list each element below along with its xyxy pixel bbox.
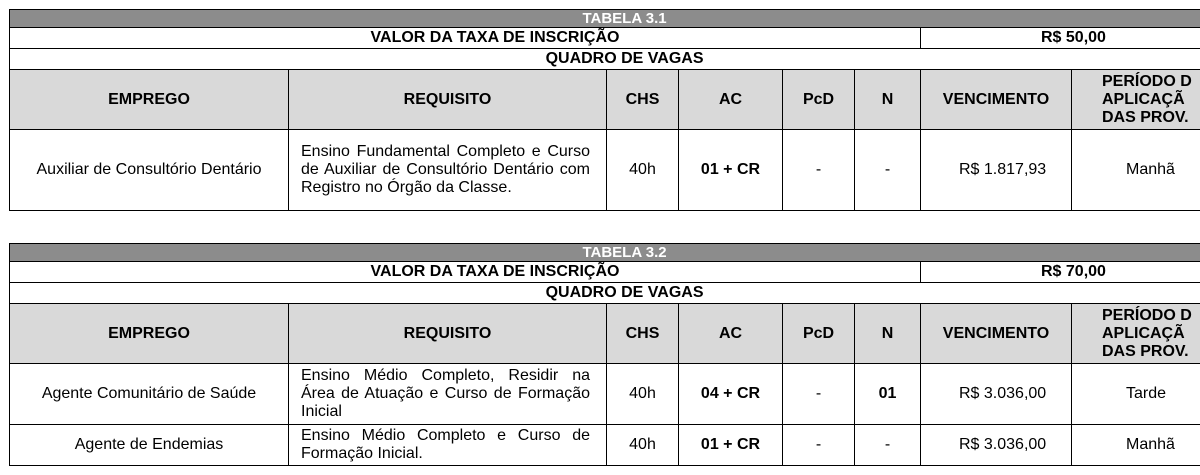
header-ac: AC [679,304,783,364]
header-requisito: REQUISITO [289,304,607,364]
cell-emprego: Agente Comunitário de Saúde [10,364,289,425]
fee-value: R$ 70,00 [921,262,1200,283]
quadro-de-vagas-heading: QUADRO DE VAGAS [10,49,1200,70]
cell-vencimento: R$ 3.036,00 [921,425,1072,466]
cell-n: - [855,425,921,466]
table-row [10,425,1200,466]
cell-requisito: Ensino Fundamental Completo e Curso de Auxiliar de Consultório Dentário com Registro no Órgão da Classe. [289,130,607,211]
header-periodo-line-2: APLICAÇÃ [1102,324,1185,342]
cell-periodo: Manhã [1072,130,1200,211]
header-vencimento: VENCIMENTO [921,70,1072,130]
table-3-2 [9,243,1200,466]
header-n: N [855,304,921,364]
cell-ac: 01 + CR [679,130,783,211]
header-emprego: EMPREGO [10,304,289,364]
table-title: TABELA 3.1 [10,10,1200,28]
header-periodo-line-1: PERÍODO D [1102,72,1192,90]
cell-periodo: Manhã [1072,425,1200,466]
header-pcd: PcD [783,70,855,130]
fee-label: VALOR DA TAXA DE INSCRIÇÃO [10,262,921,283]
fee-value: R$ 50,00 [921,28,1200,49]
header-periodo [1072,304,1200,364]
cell-vencimento: R$ 3.036,00 [921,364,1072,425]
header-vencimento: VENCIMENTO [921,304,1072,364]
cell-chs: 40h [607,130,679,211]
cell-requisito: Ensino Médio Completo e Curso de Formação Inicial. [289,425,607,466]
cell-n: 01 [855,364,921,425]
header-periodo-line-2: APLICAÇÃ [1102,90,1185,108]
cell-pcd: - [783,364,855,425]
cell-ac: 01 + CR [679,425,783,466]
cell-requisito: Ensino Médio Completo, Residir na Área de Atuação e Curso de Formação Inicial [289,364,607,425]
header-periodo-line-3: DAS PROV. [1102,342,1189,360]
quadro-de-vagas-heading: QUADRO DE VAGAS [10,283,1200,304]
header-pcd: PcD [783,304,855,364]
cell-vencimento: R$ 1.817,93 [921,130,1072,211]
cell-ac: 04 + CR [679,364,783,425]
cell-pcd: - [783,130,855,211]
cell-n: - [855,130,921,211]
header-ac: AC [679,70,783,130]
cell-pcd: - [783,425,855,466]
cell-chs: 40h [607,364,679,425]
header-row [10,304,1200,364]
header-emprego: EMPREGO [10,70,289,130]
cell-periodo: Tarde [1072,364,1200,425]
table-row [10,364,1200,425]
header-periodo [1072,70,1200,130]
header-periodo-line-1: PERÍODO D [1102,306,1192,324]
cell-emprego: Agente de Endemias [10,425,289,466]
header-chs: CHS [607,70,679,130]
table-3-1 [9,9,1200,211]
header-row [10,70,1200,130]
cell-emprego: Auxiliar de Consultório Dentário [10,130,289,211]
header-requisito: REQUISITO [289,70,607,130]
fee-label: VALOR DA TAXA DE INSCRIÇÃO [10,28,921,49]
header-chs: CHS [607,304,679,364]
cell-chs: 40h [607,425,679,466]
header-n: N [855,70,921,130]
table-title: TABELA 3.2 [10,244,1200,262]
table-row [10,130,1200,211]
header-periodo-line-3: DAS PROV. [1102,108,1189,126]
